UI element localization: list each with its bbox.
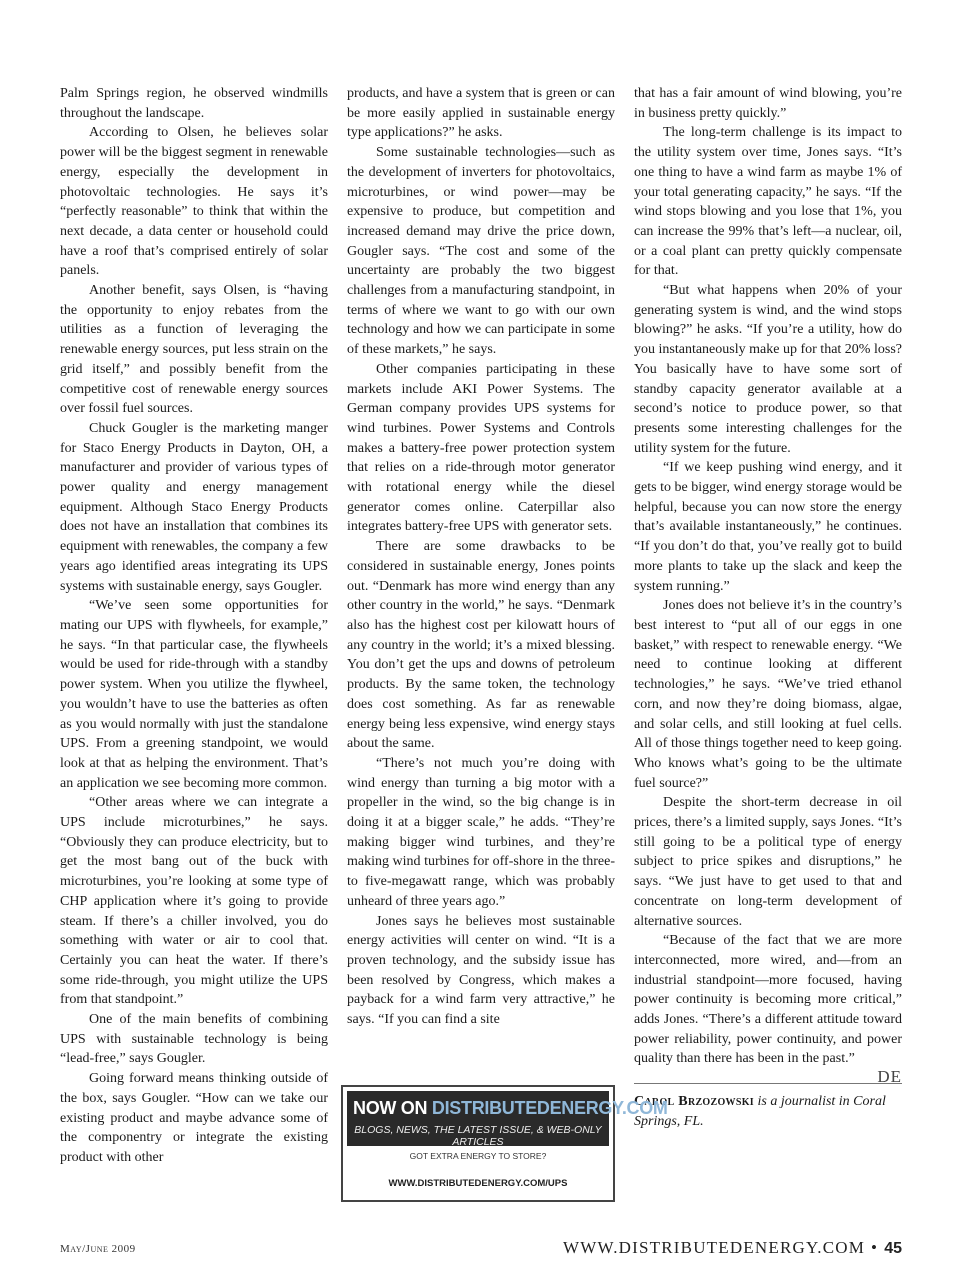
article-column-2: [347, 84, 615, 1030]
article-paragraph: Palm Springs region, he observed windmills throughout the landscape.: [60, 86, 328, 121]
article-paragraph: Jones does not believe it’s in the country’s best interest to “put all of our eggs in one basket,” with respect to renewable energy. “We need to continue looking at different technologies,” he says. “We’ve tried ethanol corn, and now they’re doing biomass, algae, and solar cells, and still looking at fuel cells. All of those things together need to keep going. Who knows what’s going to be the ultimate fuel source?”: [634, 598, 902, 791]
author-name: Carol Brzozowski: [634, 1094, 754, 1110]
article-paragraph: that has a fair amount of wind blowing, you’re in business pretty quickly.”: [634, 86, 902, 121]
article-paragraph: Some sustainable technologies—such as the development of inverters for photovoltaics, microturbines, or wind power—may be expensive to produce, but competition and increased demand may drive the price down, Gougler says. “The cost and some of the uncertainty are probably the two biggest challenges from a manufacturing standpoint, in terms of where we want to go with our own technology and how we can participate in some of these markets,” he says.: [347, 145, 615, 358]
page-footer: [563, 1238, 902, 1258]
ad-tagline: GOT EXTRA ENERGY TO STORE?: [409, 1151, 547, 1161]
ad-subtitle: BLOGS, NEWS, THE LATEST ISSUE, & WEB-ONLY ARTICLES: [354, 1124, 602, 1148]
end-mark: DE: [877, 1067, 902, 1087]
ad-site-name: DISTRIBUTEDENERGY.COM: [431, 1098, 668, 1118]
issue-date: May/June 2009: [60, 1243, 136, 1255]
author-bio: [634, 1092, 902, 1132]
article-column-1: [60, 84, 328, 1168]
ad-banner: [347, 1091, 668, 1148]
article-paragraph: Jones says he believes most sustainable energy activities will center on wind. “It is a proven technology, and the subsidy issue has been resolved by Congress, which makes a payback for a wind farm very attractive,” he says. “If you can find a site: [347, 913, 615, 1028]
article-paragraph: “If we keep pushing wind energy, and it gets to be bigger, wind energy storage would be helpful, because you can now store the energy that’s available instantaneously,” he continues. “If you don’t do that, you’ve really got to build more plants to take up the slack and keep the system running.”: [634, 460, 902, 594]
article-paragraph: Chuck Gougler is the marketing manger for Staco Energy Products in Dayton, OH, a manufacturer and provider of various types of power quality and energy management equipment. Although Staco Energy Products does not have an installation that combines its equipment with renewables, the company a few years ago identified areas integrating its UPS systems with sustainable energy, says Gougler.: [60, 420, 328, 594]
article-paragraph: There are some drawbacks to be considered in sustainable energy, Jones points out. “Denmark has more wind energy than any other country in the world,” he says. “Denmark also has the highest cost per kilowatt hours of any country in the world; it’s a mixed blessing. You don’t get the ups and downs of petroleum products. By the same token, the technology does cost something. As far as renewable energy being less expensive, wind energy stays about the same.: [347, 539, 615, 752]
page-number: 45: [884, 1240, 902, 1257]
article-paragraph: Despite the short-term decrease in oil prices, there’s a limited supply, says Jones. “It’s still going to be a political type of energy subject to price spikes and disruptions,” he says. “We just have to get used to that and concentrate on long-term development of alternative sources.: [634, 795, 902, 929]
article-paragraph: “Other areas where we can integrate a UPS include microturbines,” he says. “Obviously they can produce electricity, but to get the most bang out of the buck with microturbines, you’re looking at some type of CHP application where it’s going to provide steam. If there’s a chiller involved, you do something with water or air to cool that. Certainly you can heat the water. If there’s some ride-through, you might utilize the UPS from that standpoint.”: [60, 795, 328, 1008]
final-paragraph-text: “Because of the fact that we are more interconnected, more wired, and—from an industrial standpoint—more focused, having power continuity is becoming more critical,” adds Jones. “There’s a different attitude toward power reliability, power continuity, and power quality than there has been in the past.”: [634, 933, 902, 1067]
article-paragraph: One of the main benefits of combining UPS with sustainable technology is being “lead-free,” says Gougler.: [60, 1012, 328, 1067]
article-paragraph: Going forward means thinking outside of the box, says Gougler. “How can we take our existing product and maybe advance some of the componentry or integrate the existing product with other: [60, 1071, 328, 1165]
final-paragraph: [634, 931, 902, 1087]
author-description: is a journalist in Coral Springs, FL.: [634, 1094, 886, 1130]
article-paragraph: According to Olsen, he believes solar power will be the biggest segment in renewable energy, especially the development in photovoltaic technologies. He says it’s “perfectly reasonable” to think that within the next decade, a data center or household could have a roof that’s comprised entirely of solar panels.: [60, 125, 328, 279]
web-promo-ad[interactable]: [341, 1085, 668, 1202]
ad-title-prefix: NOW ON: [353, 1098, 432, 1118]
article-paragraph: “There’s not much you’re doing with wind energy than turning a big motor with a propeller in the wind, so the big change is in doing it at a bigger scale,” he adds. “They’re making bigger wind turbines, and they’re making wind turbines for off-shore in the three- to five-megawatt range, which was probably unheard of three years ago.”: [347, 755, 615, 909]
article-column-3-body: [634, 84, 902, 931]
article-paragraph: Another benefit, says Olsen, is “having the opportunity to enjoy rebates from the utilities as a function of leveraging the renewable energy sources, put less strain on the grid itself,” and possibly benefit from the competitive cost of renewable energy sources over fossil fuel sources.: [60, 283, 328, 417]
article-paragraph: “We’ve seen some opportunities for mating our UPS with flywheels, for example,” he says. “In that particular case, the flywheels would be used for ride-through with a standby power system. When you utilize the flywheel, you wouldn’t have to use the batteries as often as you would normally with just the standalone UPS. From a greening standpoint, we would look at that as helping the environment. That’s an application we see becoming more common.: [60, 598, 328, 791]
article-paragraph: Other companies participating in these markets include AKI Power Systems. The German company provides UPS systems for wind turbines. Power Systems and Controls makes a battery-free power protection system that relies on a ride-through motor generator with rotational energy while the diesel generator comes online. Caterpillar also integrates battery-free UPS with generator sets.: [347, 361, 615, 535]
ad-url-link[interactable]: WWW.DISTRIBUTEDENERGY.COM/UPS: [388, 1178, 568, 1189]
footer-website[interactable]: WWW.DISTRIBUTEDENERGY.COM: [563, 1238, 866, 1257]
article-paragraph: products, and have a system that is green or can be more easily applied in sustainable energy type applications?” he asks.: [347, 86, 615, 141]
article-paragraph: “But what happens when 20% of your generating system is wind, and the wind stops blowing?” he asks. “If you’re a utility, how do you instantaneously make up for that 20% loss? You basically have to have some sort of standby capacity generator available at a second’s notice to produce power, so that presents some interesting challenges for the utility system for the future.: [634, 283, 902, 456]
ad-title: [347, 1091, 668, 1118]
article-paragraph: The long-term challenge is its impact to the utility system over time, Jones says. “It’s one thing to have a wind farm as maybe 1% of your total generating capacity,” he says. “If the wind stops blowing and you lose that 1%, you can increase the 99% that’s left—a nuclear, oil, or a coal plant can pretty quickly compensate for that.: [634, 125, 902, 279]
article-column-3: [634, 84, 902, 1132]
footer-bullet: •: [871, 1238, 879, 1257]
